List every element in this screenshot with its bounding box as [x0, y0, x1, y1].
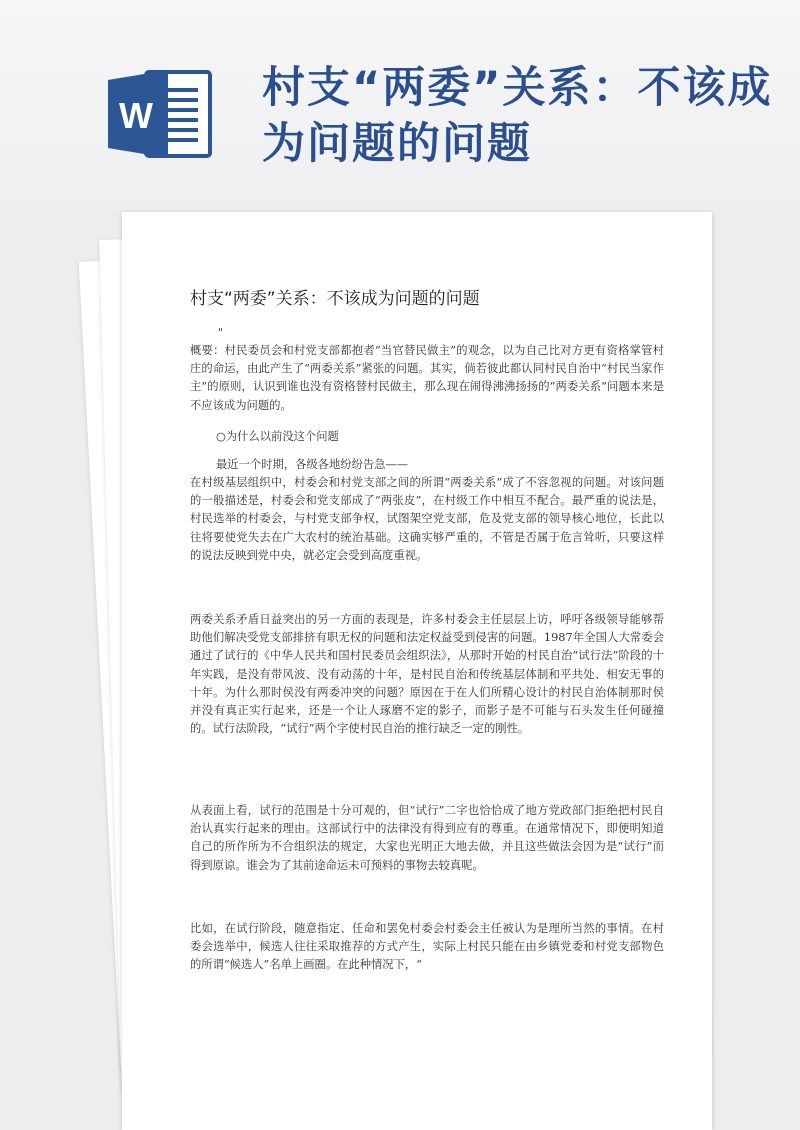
stray-quote-mark: ": [218, 326, 224, 339]
body-paragraph: 从表面上看，试行的范围是十分可观的，但“试行”二字也恰恰成了地方党政部门拒绝把村民自治认真实行起来的理由。这部试行中的法律没有得到应有的尊重。在通常情况下，即便明知道自己的所作所为不合组织法的规定，大家也光明正大地去做，并且这些做法会因为是“试行”而得到原谅。谁会为了其前途命运未可预料的事物去较真呢。: [190, 804, 664, 872]
banner-title: 村支“两委”关系：不该成为问题的问题: [262, 63, 773, 169]
word-document-icon: [108, 66, 212, 162]
lead-line: 最近一个时期，各级各地纷纷告急——: [216, 458, 409, 471]
section-heading: ○为什么以前没这个问题: [216, 430, 339, 443]
document-page: [122, 212, 712, 1130]
body-paragraph: 两委关系矛盾日益突出的另一方面的表现是，许多村委会主任层层上访，呼吁各级领导能够帮助他们解决受党支部排挤有职无权的问题和法定权益受到侵害的问题。1987年全国人大常委会通过了试行的《中华人民共和国村民委员会组织法》，从那时开始的村民自治“试行法”阶段的十年实践，是没有带风波、没有动荡的十年，是村民自治和传统基层体制和平共处、相安无事的十年。为什么那时侯没有两委冲突的问题？原因在于在人们所精心设计的村民自治体制那时侯并没有真正实行起来，还是一个让人琢磨不定的影子，而影子是不可能与石头发生任何碰撞的。试行法阶段，“试行”两个字使村民自治的推行缺乏一定的刚性。: [190, 613, 664, 736]
summary-paragraph: 概要：村民委员会和村党支部都抱者“当官替民做主”的观念，以为自己比对方更有资格掌管村庄的命运，由此产生了“两委关系”紧张的问题。其实，倘若彼此都认同村民自治中“村民当家作主”的原则，认识到谁也没有资格替村民做主，那么现在闹得沸沸扬扬的“两委关系”问题本来是不应该成为问题的。: [190, 344, 664, 412]
word-logo-letter: W: [119, 95, 153, 136]
body-paragraph: 在村级基层组织中，村委会和村党支部之间的所谓“两委关系”成了不容忽视的问题。对该问题的一般描述是，村委会和党支部成了“两张皮”，在村级工作中相互不配合。最严重的说法是，村民选举的村委会，与村党支部争权，试图架空党支部，危及党支部的领导核心地位，长此以往将要使党失去在广大农村的统治基础。这确实够严重的，不管是否属于危言耸听，只要这样的说法反映到党中央，就必定会受到高度重视。: [190, 476, 664, 562]
body-paragraph: 比如，在试行阶段，随意指定、任命和罢免村委会村委会主任被认为是理所当然的事情。在村委会选举中，候选人往往采取推荐的方式产生，实际上村民只能在由乡镇党委和村党支部物色的所谓“候选人”名单上画圈。在此种情况下，“: [190, 922, 664, 972]
document-title: 村支“两委”关系：不该成为问题的问题: [190, 289, 480, 309]
preview-banner: [0, 0, 800, 210]
